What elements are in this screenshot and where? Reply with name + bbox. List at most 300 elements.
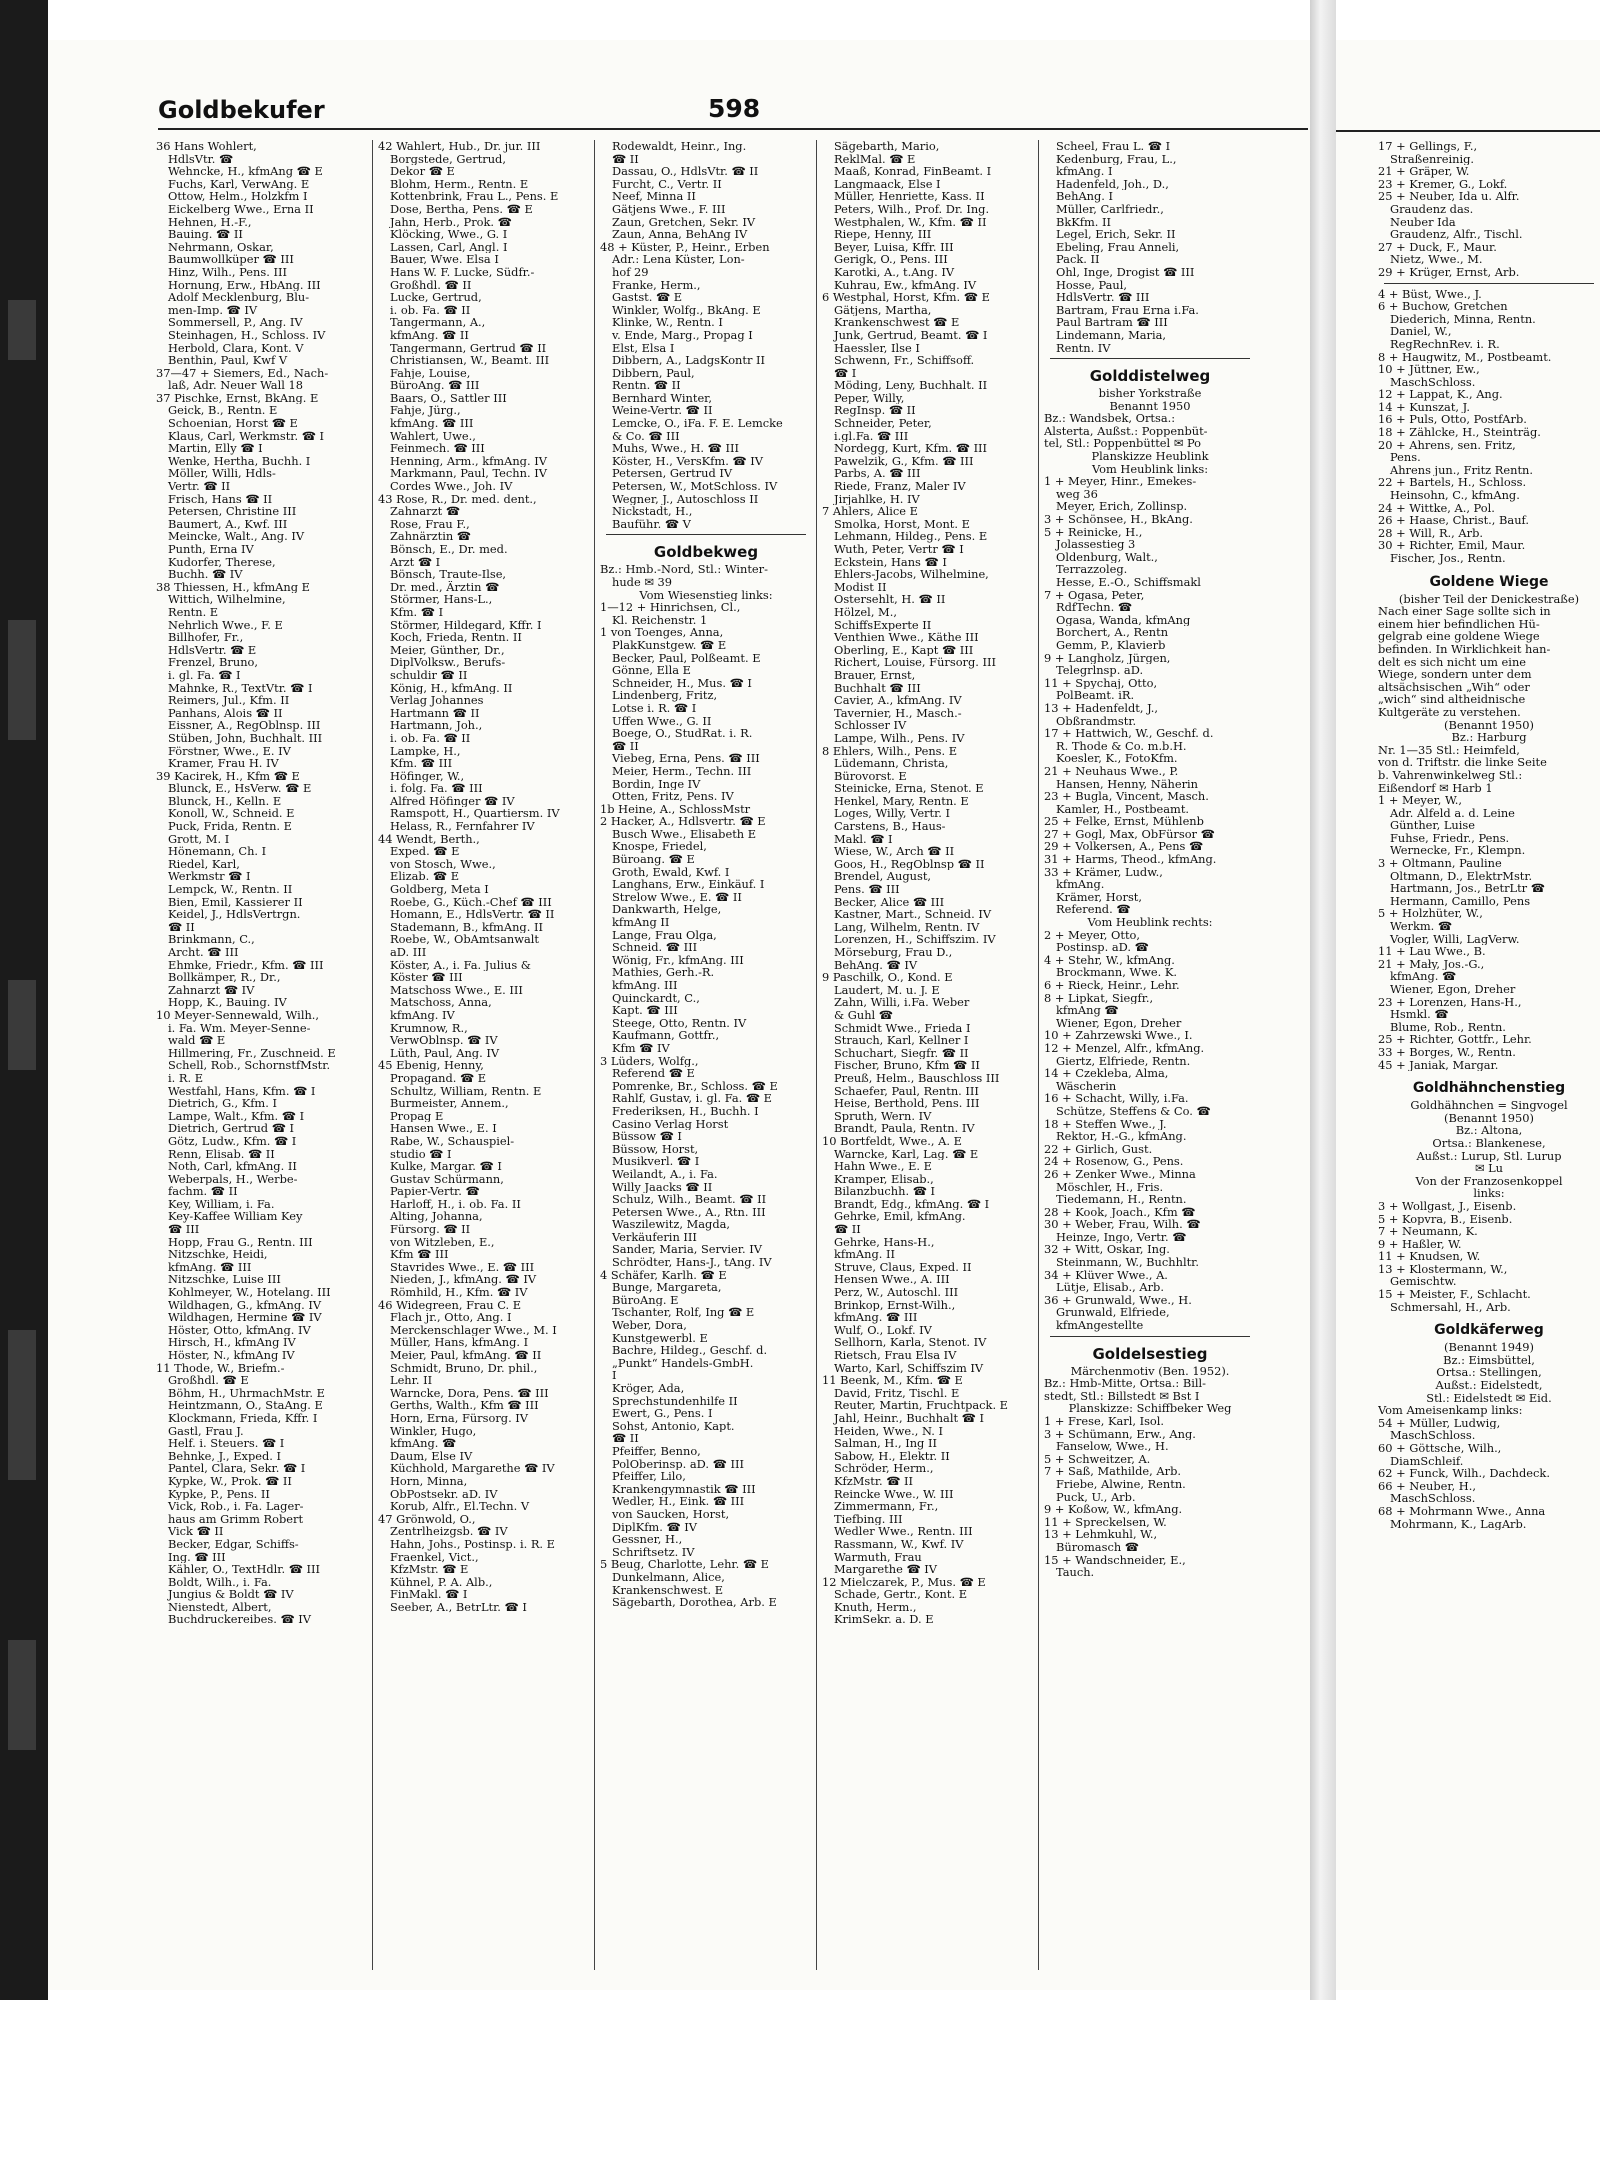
directory-entry: Hartmann, Jos., BetrLtr ☎ [1390,882,1545,895]
directory-entry: 46 Widegreen, Frau C. E [378,1298,522,1312]
directory-entry: Junk, Gertrud, Beamt. ☎ I [834,328,988,342]
directory-entry: Daum, Else IV [390,1449,473,1463]
directory-entry: Uffen Wwe., G. II [612,714,712,728]
directory-entry: Rektor, H.-G., kfmAng. [1056,1130,1187,1143]
directory-entry: Vertr. ☎ II [168,480,231,493]
page-number: 598 [708,94,761,123]
directory-entry: Kultgeräte zu verstehen. [1378,705,1521,719]
directory-entry: Kaufmann, Gottfr., [612,1029,720,1042]
directory-entry: Sägebarth, Mario, [834,140,940,153]
directory-entry: Höster, Otto, kfmAng. IV [168,1323,311,1337]
directory-entry: Preuß, Helm., Bauschloss III [834,1071,1000,1085]
directory-entry: 1 + Meyer, Hinr., Emekes- [1044,475,1197,488]
directory-entry: „Punkt“ Handels-GmbH. [612,1356,754,1370]
directory-entry: Wahlert, Uwe., [390,429,476,443]
directory-entry: Möller, Willi, Hdls- [168,467,276,481]
directory-entry: 1—12 + Hinrichsen, Cl., [600,601,741,614]
street-note: ✉ Lu [1474,1162,1504,1175]
directory-entry: Bernhard Winter, [612,391,712,405]
directory-entry: Hadenfeld, Joh., D., [1056,177,1169,191]
directory-entry: men-Imp. ☎ IV [168,303,258,317]
directory-entry: Viebeg, Erna, Pens. ☎ III [612,752,760,765]
directory-entry: Gemischtw. [1390,1275,1457,1289]
directory-entry: Merckenschlager Wwe., M. I [390,1323,557,1337]
directory-entry: 4 + Büst, Wwe., J. [1378,287,1482,301]
street-note: (bisher Teil der Denickestraße) [1398,592,1580,606]
directory-entry: Hesse, E.-O., Schiffsmakl [1056,576,1201,589]
directory-entry: Krämer, Horst, [1056,890,1143,904]
directory-entry: Dankwarth, Helge, [612,903,722,917]
directory-entry: Willy Jaacks ☎ II [612,1180,713,1194]
directory-entry: weg 36 [1056,487,1098,501]
street-note: Vom Heublink links: [1091,462,1209,476]
directory-entry: Puck, Frida, Rentn. E [168,820,292,833]
street-note: (Benannt 1950) [1444,1111,1534,1125]
directory-entry: Roebe, G., Küch.-Chef ☎ III [390,895,552,909]
directory-entry: Graudenz, Alfr., Tischl. [1390,228,1523,241]
directory-entry: Tauch. [1056,1566,1095,1579]
scan-left-edge [0,0,48,2000]
directory-entry: i. ob. Fa. ☎ II [390,303,471,317]
directory-entry: Nienstedt, Albert, [168,1600,272,1614]
directory-entry: Eissner, A., RegOblnsp. III [168,719,321,732]
directory-entry: Ahrens jun., Fritz Rentn. [1390,463,1533,477]
directory-entry: Tschanter, Rolf, Ing ☎ E [612,1306,755,1320]
directory-entry: Sabow, H., Elektr. II [834,1449,950,1463]
directory-entry: Eißendorf ✉ Harb 1 [1378,781,1493,795]
directory-entry: einem hier befindlichen Hü- [1378,617,1540,631]
directory-entry: Petersen, W., MotSchloss. IV [612,480,778,493]
directory-entry: Lüth, Paul, Ang. IV [390,1046,500,1060]
directory-entry: Nehrlich Wwe., F. E [168,618,283,632]
directory-entry: Blohm, Herm., Rentn. E [390,177,529,191]
directory-entry: Höfinger, W., [390,769,465,783]
directory-entry: Heise, Berthold, Pens. III [834,1097,980,1110]
directory-entry: Gerigk, O., Pens. III [834,253,948,266]
directory-entry: kfmAng. ☎ [1390,970,1457,983]
directory-entry: Strauch, Karl, Kellner I [834,1034,969,1047]
directory-entry: Richert, Louise, Fürsorg. III [834,656,997,669]
directory-entry: Gönne, Ella E [612,664,691,677]
directory-entry: Brandt, Edg., kfmAng. ☎ I [834,1197,990,1211]
directory-entry: Jungius & Boldt ☎ IV [168,1588,294,1601]
directory-entry: Störmer, Hans-L., [390,593,493,606]
directory-entry: 5 + Kopvra, B., Eisenb. [1378,1212,1513,1226]
directory-entry: Zimmermann, Fr., [834,1500,939,1513]
street-note: Märchenmotiv (Ben. 1952). [1070,1364,1230,1378]
directory-entry: Perz, W., Autoschl. III [834,1286,959,1299]
directory-entry: 10 + Zahrzewski Wwe., I. [1044,1029,1193,1042]
directory-entry: Schneider, H., Mus. ☎ I [612,676,752,690]
directory-entry: 9 Paschilk, O., Kond. E [822,971,953,984]
directory-page [48,40,1312,1990]
directory-entry: 28 + Will, R., Arb. [1378,526,1483,540]
directory-entry: Baumwollküper ☎ III [168,253,294,266]
directory-entry: Sommersell, P., Ang. IV [168,316,303,329]
directory-entry: Propagand. ☎ E [390,1071,487,1085]
directory-entry: Schoenian, Horst ☎ E [168,417,298,430]
directory-entry: 32 + Witt, Oskar, Ing. [1044,1243,1170,1257]
directory-entry: & Co. ☎ III [612,429,680,443]
directory-entry: 3 Lüders, Wolfg., [600,1054,699,1068]
directory-entry: Steinmann, W., Buchhltr. [1056,1256,1199,1269]
directory-entry: Hehnen, H.-F., [168,215,252,229]
directory-entry: 27 + Duck, F., Maur. [1378,240,1497,254]
street-note: Benannt 1950 [1109,399,1191,413]
directory-entry: Riedel, Karl, [168,857,240,871]
directory-entry: Weine-Vertr. ☎ II [612,404,713,418]
directory-entry: Klinke, W., Rentn. I [612,316,723,329]
directory-entry: Wehncke, H., kfmAng ☎ E [168,165,323,178]
directory-entry: Hansen, Henny, Näherin [1056,777,1198,791]
directory-entry: Klaus, Carl, Werkmstr. ☎ I [168,429,325,443]
directory-entry: Jolassestieg 3 [1056,538,1136,551]
scan-mark [8,980,36,1070]
directory-entry: Gätjens Wwe., F. III [612,202,726,216]
directory-entry: HdlsVtr. ☎ [168,152,234,166]
directory-entry: Horn, Minna, [390,1474,468,1488]
directory-entry: Bien, Emil, Kassierer II [168,895,303,909]
directory-entry: Pack. II [1056,253,1100,266]
directory-entry: hof 29 [612,265,649,279]
directory-entry: v. Ende, Marg., Propag I [612,328,753,342]
directory-entry: Carstens, B., Haus- [834,820,946,833]
directory-entry: 21 + Neuhaus Wwe., P. [1044,764,1179,778]
directory-entry: Oltmann, D., ElektrMstr. [1390,869,1533,883]
directory-entry: Wedler Wwe., Rentn. III [834,1525,973,1538]
directory-entry: Stademann, B., kfmAng. II [390,920,543,934]
directory-entry: Becker, Edgar, Schiffs- [168,1537,299,1551]
street-note: Bz.: Eimsbüttel, [1443,1353,1535,1367]
directory-entry: Brandt, Paula, Rentn. IV [834,1122,975,1135]
directory-entry: studio ☎ I [390,1147,452,1161]
directory-entry: 26 + Zenker Wwe., Minna [1044,1167,1196,1181]
directory-entry: Rodewaldt, Heinr., Ing. [612,140,747,153]
directory-entry: Köster ☎ III [390,971,463,984]
directory-entry: Venthien Wwe., Käthe III [834,631,979,644]
directory-entry: Goos, H., RegOblnsp ☎ II [834,857,985,871]
directory-entry: Kapt. ☎ III [612,1004,678,1017]
directory-entry: Dietrich, Gertrud ☎ I [168,1122,295,1135]
directory-column-2 [378,140,590,1980]
street-heading: Goldbekweg [653,543,759,562]
directory-entry: i.gl.Fa. ☎ III [834,429,909,443]
directory-entry: Cordes Wwe., Joh. IV [390,480,513,493]
directory-entry: Jirjahlke, H. IV [834,492,920,506]
section-rule [1050,358,1250,359]
directory-entry: Oberling, E., Kapt ☎ III [834,643,974,657]
directory-entry: Hsmkl. ☎ [1390,1008,1449,1021]
directory-entry: Wiege, sondern unter dem [1378,668,1532,681]
directory-entry: Wönig, Fr., kfmAng. III [612,953,744,967]
directory-entry: Hartmann, Joh., [390,719,483,732]
directory-entry: Graudenz das. [1390,202,1474,216]
directory-entry: Nitzschke, Heidi, [168,1248,268,1261]
directory-entry: Christiansen, W., Beamt. III [390,354,550,367]
directory-entry: von Saucken, Horst, [612,1507,730,1521]
directory-entry: Wernecke, Fr., Klempn. [1390,844,1526,858]
directory-entry: Scheel, Frau L. ☎ I [1056,140,1171,153]
directory-entry: Sellhorn, Karla, Stenot. IV [834,1336,987,1349]
directory-entry: 28 + Kook, Joach., Kfm ☎ [1044,1205,1196,1219]
directory-entry: Gemm, P., Klavierb [1056,638,1166,652]
directory-entry: Schrödter, Hans-J., tAng. IV [612,1256,772,1269]
directory-entry: Hermann, Camillo, Pens [1390,894,1531,908]
directory-entry: Zaun, Anna, BehAng IV [612,228,748,241]
directory-entry: Hensen Wwe., A. III [834,1273,950,1287]
directory-entry: Cavier, A., kfmAng. IV [834,694,962,707]
directory-entry: 26 + Haase, Christ., Bauf. [1378,514,1529,527]
directory-entry: wald ☎ E [168,1034,226,1047]
directory-entry: Petersen Wwe., A., Rtn. III [612,1205,766,1219]
directory-entry: Eickelberg Wwe., Erna II [168,202,314,216]
directory-entry: Lange, Frau Olga, [612,928,717,942]
directory-entry: Diederich, Minna, Rentn. [1390,312,1536,326]
directory-entry: 17 + Gellings, F., [1378,140,1478,153]
directory-column-4 [822,140,1034,1980]
directory-entry: Zentrlheizgsb. ☎ IV [390,1525,508,1538]
directory-entry: Warncke, Karl, Lag. ☎ E [834,1147,979,1161]
directory-entry: kfmAng. ☎ III [834,1311,918,1324]
directory-entry: Margarethe ☎ IV [834,1563,937,1576]
directory-entry: Buchh. ☎ IV [168,568,243,581]
directory-entry: Bürovorst. E [834,769,907,783]
directory-entry: Bilanzbuchh. ☎ I [834,1185,936,1198]
directory-entry: kfmAng ☎ [1056,1004,1119,1017]
directory-entry: Bz.: Wandsbek, Ortsa.: [1044,412,1176,425]
directory-entry: Riede, Franz, Maler IV [834,480,966,493]
directory-entry: 36 + Grunwald, Wwe., H. [1044,1293,1192,1307]
directory-entry: Hopp, K., Bauing. IV [168,996,287,1009]
directory-entry: HdlsVertr. ☎ E [168,643,257,657]
directory-entry: Oldenburg, Walt., [1056,550,1158,564]
directory-entry: Billhofer, Fr., [168,631,244,644]
directory-entry: Knospe, Friedel, [612,840,707,854]
header-rule [158,128,1308,130]
directory-entry: Wildhagen, Hermine ☎ IV [168,1311,322,1324]
directory-entry: ☎ III [168,1223,200,1236]
directory-entry: Brauer, Ernst, [834,668,916,682]
directory-entry: Reincke Wwe., W. III [834,1487,954,1501]
directory-entry: 1 von Toenges, Anna, [600,626,724,639]
directory-entry: Lampke, H., [390,744,461,758]
directory-entry: Sprechstundenhilfe II [612,1394,738,1408]
directory-entry: Helf. i. Steuers. ☎ I [168,1437,285,1450]
directory-entry: KfzMstr. ☎ E [390,1563,469,1576]
directory-entry: Rentn. ☎ II [612,379,681,392]
directory-entry: Warto, Karl, Schiffszim IV [834,1361,984,1375]
directory-entry: Müller, Henriette, Kass. II [834,190,985,203]
directory-entry: Rahlf, Gustav, i. gl. Fa. ☎ E [612,1092,772,1105]
directory-entry: Verkäuferin III [612,1230,697,1244]
directory-entry: Goldberg, Meta I [390,883,489,896]
directory-entry: Bachre, Hildeg., Geschf. d. [612,1344,768,1357]
directory-entry: Kudorfer, Therese, [168,555,276,569]
directory-entry: Lindenberg, Fritz, [612,689,718,702]
directory-entry: Mathies, Gerh.-R. [612,966,715,979]
directory-entry: Peters, Wilh., Prof. Dr. Ing. [834,202,990,216]
directory-entry: Küchhold, Margarethe ☎ IV [390,1462,555,1475]
directory-entry: 34 + Klüver Wwe., A. [1044,1268,1168,1282]
directory-entry: Fraenkel, Vict., [390,1550,479,1564]
directory-entry: Mörseburg, Frau D., [834,946,953,959]
directory-entry: Krumnow, R., [390,1021,468,1035]
directory-entry: 18 + Steffen Wwe., J. [1044,1117,1167,1131]
directory-entry: Fahje, Jürg., [390,404,461,418]
directory-entry: 1 + Meyer, W., [1378,794,1463,807]
directory-entry: Terrazzoleg. [1056,563,1128,576]
directory-entry: Baars, O., Sattler III [390,391,507,405]
directory-entry: Rabe, W., Schauspiel- [390,1134,515,1148]
directory-entry: Schneid. ☎ III [612,941,698,954]
directory-entry: 23 + Kremer, G., Lokf. [1378,177,1508,191]
facing-page [1336,40,1600,1990]
directory-entry: Becker, Alice ☎ III [834,895,945,909]
directory-entry: 6 Westphal, Horst, Kfm. ☎ E [822,291,990,304]
directory-entry: Kottenbrink, Frau L., Pens. E [390,190,559,203]
directory-entry: Zahn, Willi, i.Fa. Weber [834,996,970,1009]
directory-entry: Hopp, Frau G., Rentn. III [168,1235,313,1249]
directory-entry: Bz.: Hmb.-Nord, Stl.: Winter- [600,563,768,576]
directory-entry: Westfahl, Hans, Kfm. ☎ I [168,1084,316,1098]
directory-entry: Wenke, Hertha, Buchh. I [168,454,311,468]
directory-entry: 24 + Wittke, A., Pol. [1378,501,1495,515]
street-note: Von der Franzosenkoppel [1415,1174,1563,1188]
directory-entry: Salman, H., Ing II [834,1437,937,1450]
directory-entry: Dietrich, G., Kfm. I [168,1097,277,1110]
directory-entry: Homann, E., HdlsVertr. ☎ II [390,908,555,921]
directory-entry: „wich“ sind altheidnische [1378,693,1526,706]
directory-entry: Furcht, C., Vertr. II [612,177,722,191]
directory-entry: Markmann, Paul, Techn. IV [390,467,547,481]
directory-entry: Korub, Alfr., El.Techn. V [390,1500,530,1513]
directory-entry: Adolf Mecklenburg, Blu- [168,291,310,304]
directory-entry: Ing. ☎ III [168,1550,226,1564]
directory-entry: Keidel, J., HdlsVertrgn. [168,908,301,921]
directory-entry: 3 + Schönsee, H., BkAng. [1044,513,1193,526]
directory-entry: Spruth, Wern. IV [834,1109,932,1123]
directory-entry: Kulke, Margar. ☎ I [390,1160,502,1173]
directory-entry: Groth, Ewald, Kwf. I [612,865,730,879]
directory-entry: 5 Beug, Charlotte, Lehr. ☎ E [600,1558,769,1571]
directory-entry: Fuchs, Karl, VerwAng. E [168,177,310,191]
directory-entry: König, H., kfmAng. II [390,681,513,695]
directory-entry: Postinsp. aD. ☎ [1056,941,1149,954]
directory-entry: Meier, Günther, Dr., [390,643,505,657]
directory-entry: Casino Verlag Horst [612,1117,729,1131]
directory-entry: BüroAng. ☎ III [390,379,480,392]
directory-entry: Nehrmann, Oskar, [168,240,274,254]
street-heading: Golddistelweg [1089,367,1211,386]
directory-entry: 11 Beenk, M., Kfm. ☎ E [822,1374,963,1387]
directory-entry: 5 + Schweitzer, A. [1044,1452,1151,1466]
directory-entry: Becker, Paul, Polßeamt. E [612,651,761,665]
directory-entry: 15 + Wandschneider, E., [1044,1553,1186,1567]
directory-entry: Benthin, Paul, Kwf V [168,354,288,367]
directory-entry: Schade, Gertr., Kont. E [834,1588,968,1601]
directory-entry: 45 Ebenig, Henny, [378,1059,484,1072]
directory-entry: Wiener, Egon, Dreher [1390,983,1516,996]
directory-entry: Lindemann, Maria, [1056,328,1167,342]
directory-entry: BkKfm. II [1056,215,1112,229]
directory-entry: Lampe, Wilh., Pens. IV [834,731,965,745]
directory-entry: Zaun, Gretchen, Sekr. IV [612,215,756,229]
column-divider [1038,140,1039,1970]
directory-entry: Hahn Wwe., E. E [834,1160,932,1173]
directory-entry: Quinckardt, C., [612,991,700,1005]
directory-entry: Weilandt, A., i. Fa. [612,1167,718,1181]
directory-entry: ☎ II [612,739,639,753]
directory-entry: Horn, Erna, Fürsorg. IV [390,1411,529,1425]
directory-entry: Wiese, W., Arch ☎ II [834,845,955,858]
street-heading: Goldkäferweg [1434,1322,1544,1339]
directory-entry: Schriftsetz. IV [612,1545,695,1559]
directory-entry: ☎ II [834,1223,861,1236]
directory-entry: Otten, Fritz, Pens. IV [612,790,734,803]
directory-entry: Lucke, Gertrud, [390,291,482,304]
directory-entry: 2 + Meyer, Otto, [1044,928,1141,942]
directory-entry: Müller, Hans, kfmAng. I [390,1336,529,1349]
directory-column-1 [156,140,368,1980]
directory-entry: Fürsorg. ☎ II [390,1223,471,1236]
directory-entry: Verlag Johannes [390,694,484,707]
directory-entry: 12 + Menzel, Alfr., kfmAng. [1044,1041,1205,1055]
directory-entry: 37 Pischke, Ernst, BkAng. E [156,391,319,405]
directory-entry: 3 + Schümann, Erw., Ang. [1044,1427,1196,1441]
directory-entry: Vogler, Willi, LagVerw. [1390,932,1520,946]
directory-entry: kfmAng. IV [390,1008,455,1022]
directory-entry: Bönsch, E., Dr. med. [390,543,508,556]
directory-entry: BehAng. ☎ IV [834,958,918,972]
directory-entry: Schlosser IV [834,719,907,732]
street-note: Außst.: Eidelstedt, [1435,1379,1543,1392]
directory-entry: 9 + Langholz, Jürgen, [1044,651,1171,665]
directory-entry: 30 + Weber, Frau, Wilh. ☎ [1044,1218,1201,1231]
directory-entry: kfmAng. [1056,878,1105,891]
directory-entry: befinden. In Wirklichkeit han- [1378,642,1551,656]
directory-entry: 10 + Jüttner, Ew., [1378,363,1480,376]
directory-entry: Helass, R., Fernfahrer IV [390,820,535,833]
directory-entry: Bauer, Wwe. Elsa I [390,253,499,266]
street-note: (Benannt 1950) [1444,718,1534,732]
directory-entry: Buchdruckereibes. ☎ IV [168,1613,312,1627]
directory-entry: 12 + Lappat, K., Ang. [1378,388,1503,401]
directory-entry: 24 + Rosenow, G., Pens. [1044,1155,1184,1168]
directory-entry: Borgstede, Gertrud, [390,152,506,166]
directory-entry: 48 + Küster, P., Heinr., Erben [600,240,770,254]
directory-entry: 11 + Knudsen, W. [1378,1250,1481,1263]
directory-entry: Kröger, Ada, [612,1382,685,1395]
directory-entry: Strelow Wwe., E. ☎ II [612,890,742,904]
scan-mark [8,1330,36,1480]
directory-entry: Modist II [834,580,887,594]
directory-entry: Römhild, H., Kfm. ☎ IV [390,1286,528,1299]
directory-entry: 8 + Haugwitz, M., Postbeamt. [1378,350,1552,364]
directory-entry: Büromasch ☎ [1056,1540,1139,1554]
column-divider [372,140,373,1970]
directory-entry: Kramer, Frau H. IV [168,757,279,770]
directory-entry: Heiden, Wwe., N. I [834,1424,943,1438]
directory-entry: I [612,1369,617,1382]
directory-entry: Roebe, W., ObAmtsanwalt [390,933,539,946]
directory-entry: FinMakl. ☎ I [390,1588,468,1601]
directory-entry: 5 + Holzhüter, W., [1378,907,1483,921]
directory-entry: Weber, Dora, [612,1319,687,1332]
directory-entry: Warncke, Dora, Pens. ☎ III [390,1386,549,1400]
directory-entry: Arzt ☎ I [390,555,441,569]
street-note: Ortsa.: Stellingen, [1436,1366,1542,1380]
directory-entry: Rassmann, W., Kwf. IV [834,1537,964,1551]
